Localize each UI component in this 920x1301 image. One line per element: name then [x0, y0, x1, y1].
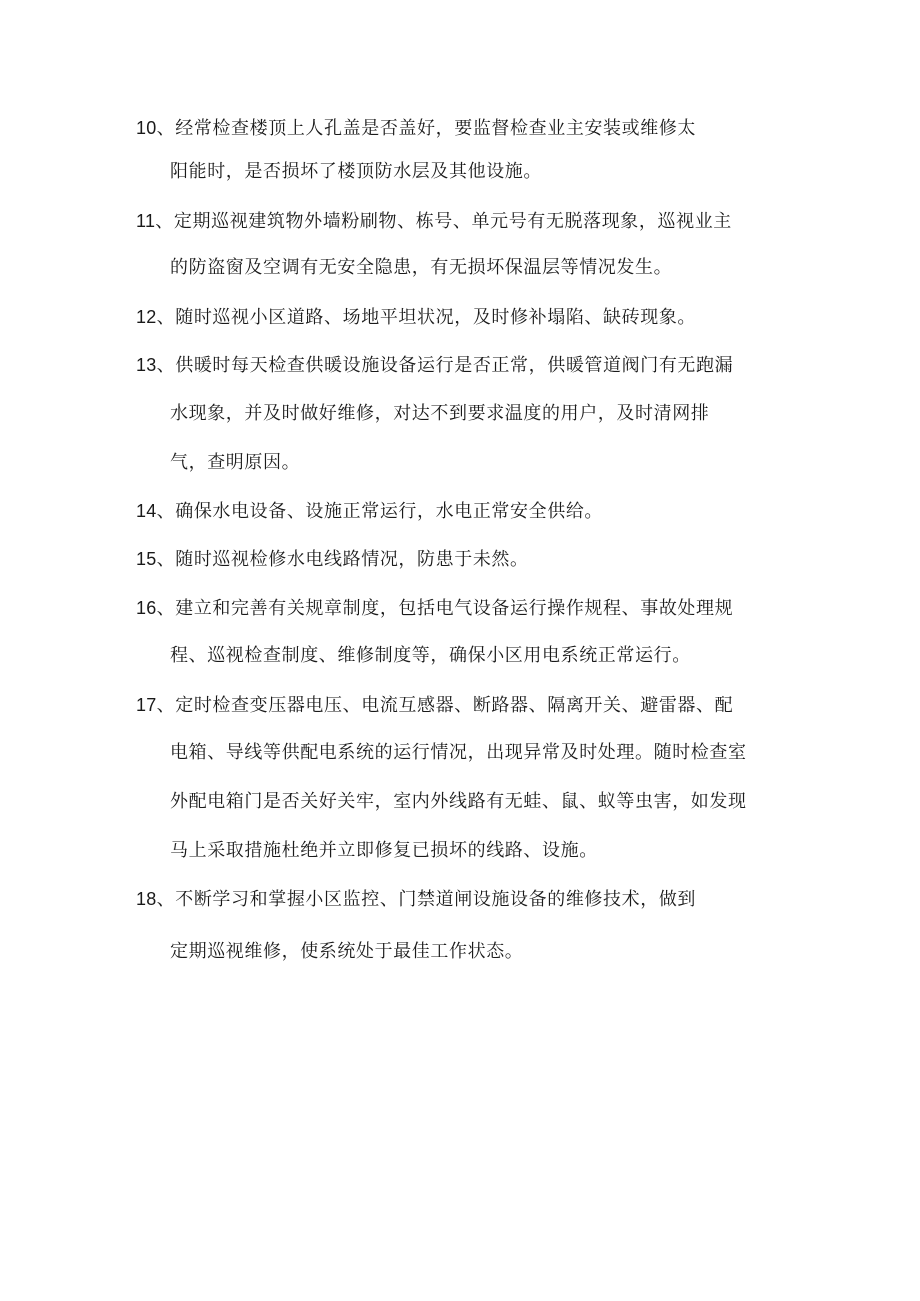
item-number: 13 [136, 355, 157, 375]
item-text: 程、巡视检查制度、维修制度等，确保小区用电系统正常运行。 [170, 645, 691, 666]
item-text: 确保水电设备、设施正常运行，水电正常安全供给。 [175, 501, 604, 522]
item-text: 定时检查变压器电压、电流互感器、断路器、隔离开关、避雷器、配 [175, 695, 734, 716]
item-separator: 、 [156, 695, 176, 716]
item-first-line [136, 547, 529, 572]
item-first-line [136, 353, 733, 378]
item-number: 15 [136, 549, 157, 569]
item-separator: 、 [156, 118, 176, 139]
item-text: 不断学习和掌握小区监控、门禁道闸设施设备的维修技术，做到 [175, 889, 697, 910]
item-separator: 、 [155, 211, 174, 232]
item-first-line [136, 596, 733, 621]
item-number: 11 [136, 211, 156, 231]
item-first-line [136, 116, 696, 141]
item-number: 10 [136, 118, 157, 138]
item-text: 电箱、导线等供配电系统的运行情况，出现异常及时处理。随时检查室 [170, 742, 747, 763]
item-text: 水现象，并及时做好维修，对达不到要求温度的用户，及时清网排 [170, 403, 710, 424]
item-first-line [136, 209, 732, 234]
item-text: 阳能时，是否损坏了楼顶防水层及其他设施。 [170, 161, 542, 182]
item-separator: 、 [156, 889, 176, 910]
item-text: 马上采取措施杜绝并立即修复已损坏的线路、设施。 [170, 840, 598, 861]
item-separator: 、 [156, 307, 176, 328]
item-separator: 、 [156, 501, 176, 522]
item-text: 气，查明原因。 [170, 452, 301, 473]
item-text: 建立和完善有关规章制度，包括电气设备运行操作规程、事故处理规 [175, 598, 734, 619]
item-number: 12 [136, 307, 157, 327]
item-text: 外配电箱门是否关好关牢，室内外线路有无蛙、鼠、蚁等虫害，如发现 [170, 791, 747, 812]
item-first-line [136, 887, 696, 912]
item-text: 随时巡视检修水电线路情况，防患于未然。 [175, 549, 529, 570]
item-number: 16 [136, 598, 157, 618]
item-text: 的防盗窗及空调有无安全隐患，有无损坏保温层等情况发生。 [170, 257, 673, 278]
item-text: 供暖时每天检查供暖设施设备运行是否正常，供暖管道阀门有无跑漏 [175, 355, 734, 376]
item-text: 经常检查楼顶上人孔盖是否盖好，要监督检查业主安装或维修太 [175, 118, 697, 139]
item-text: 随时巡视小区道路、场地平坦状况，及时修补塌陷、缺砖现象。 [175, 307, 697, 328]
item-separator: 、 [156, 598, 176, 619]
item-number: 14 [136, 501, 157, 521]
item-separator: 、 [156, 355, 176, 376]
item-text: 定期巡视维修，使系统处于最佳工作状态。 [170, 941, 524, 962]
item-first-line [136, 305, 696, 330]
item-number: 18 [136, 889, 157, 909]
item-first-line [136, 499, 603, 524]
item-number: 17 [136, 695, 157, 715]
item-separator: 、 [156, 549, 176, 570]
item-text: 定期巡视建筑物外墙粉刷物、栋号、单元号有无脱落现象，巡视业主 [173, 211, 732, 232]
item-first-line [136, 693, 733, 718]
